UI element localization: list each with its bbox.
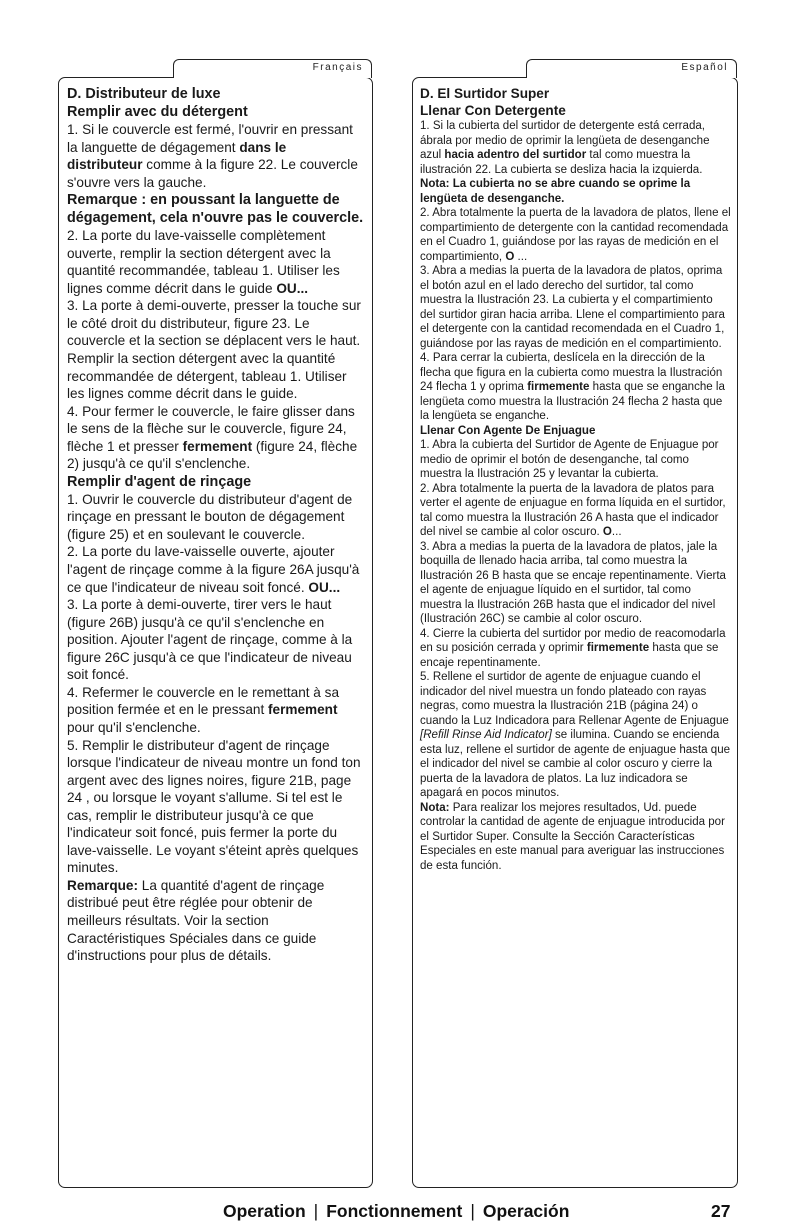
fr-note-2: Remarque: La quantité d'agent de rinçage distribué peut être réglée pour obtenir de meilleurs résultats. Voir la section Caractéristiques Spéciales dans ce guide d'instructions pour plus de détails. [67, 877, 325, 964]
fr-heading-detergent: Remplir avec du détergent [67, 104, 248, 120]
footer-separator: | [313, 1201, 319, 1221]
footer-operacion: Operación [482, 1201, 570, 1221]
footer-fonctionnement: Fonctionnement [326, 1201, 463, 1221]
french-column [58, 77, 373, 1188]
es-section-title: D. El Surtidor Super [420, 86, 550, 101]
fr-step-3: 3. La porte à demi-ouverte, presser la touche sur le côté droit du distributeur, figure 23. Le couvercle et la section se déplacent vers le haut. Remplir la section détergent avec la quantité recommandée de détergent, tableau 1. Utiliser les lignes comme décrit dans le guide. [67, 298, 361, 402]
fr-rinse-step-2: 2. La porte du lave-vaisselle ouverte, ajouter l'agent de rinçage comme à la figure 26A jusqu'à ce que l'indicateur de niveau soit foncé. OU... [67, 544, 360, 595]
language-tab-spanish: Español [526, 59, 737, 78]
fr-rinse-step-3: 3. La porte à demi-ouverte, tirer vers le haut (figure 26B) jusqu'à ce qu'il s'enclenche en position. Ajouter l'agent de rinçage, comme à la figure 26C jusqu'à ce que l'indicateur de niveau soit foncé. [67, 597, 353, 683]
es-rinse-step-4: 4. Cierre la cubierta del surtidor por medio de reacomodarla en su posición cerrada y oprimir firmemente hasta que se encaje repentinamente. [420, 627, 726, 669]
es-rinse-step-3: 3. Abra a medias la puerta de la lavadora de platos, jale la boquilla de llenado hacia arriba, tal como muestra la Ilustración 26 B hasta que se encaje repentinamente. Vierta el agente de enjuague líquido en el surtidor, tal como muestra la Ilustración 26B hasta que el indicador del nivel (Ilustración 26C) se cambie al color oscuro. [420, 540, 726, 625]
fr-note-1: Remarque : en poussant la languette de dégagement, cela n'ouvre pas le couvercle. [67, 192, 364, 227]
page-number: 27 [711, 1201, 731, 1221]
fr-step-4: 4. Pour fermer le couvercle, le faire glisser dans le sens de la flèche sur le couvercle, figure 24, flèche 1 et presser fermement (figure 24, flèche 2) jusqu'à ce qu'il s'enclenche. [67, 403, 358, 472]
es-step-1: 1. Si la cubierta del surtidor de detergente está cerrada, ábrala por medio de oprimir la lengüeta de desenganche azul hacia adentro del surtidor tal como muestra la ilustración 22. La cubierta se desliza hacia la izquierda. Nota: La cubierta no se abre cuando se oprime la lengüeta de desenganche. [420, 120, 710, 205]
es-rinse-step-1: 1. Abra la cubierta del Surtidor de Agente de Enjuague por medio de oprimir el botón de desenganche, tal como muestra la Ilustración 25 y levantar la cubierta. [420, 439, 719, 480]
fr-rinse-step-4: 4. Refermer le couvercle en le remettant à sa position fermée et en le pressant fermement pour qu'il s'enclenche. [67, 684, 340, 735]
es-step-3: 3. Abra a medias la puerta de la lavadora de platos, oprima el botón azul en el lado derecho del surtidor, tal como muestra la Ilustración 23. La cubierta y el compartimiento del surtidor giran hacia arriba. Llene el compartimiento para el detergente con la cantidad recomendada en el Cuadro 1, guiándose por las rayas de medición en el compartimiento. [420, 265, 725, 350]
language-tab-french: Français [173, 59, 372, 78]
fr-rinse-step-5: 5. Remplir le distributeur d'agent de rinçage lorsque l'indicateur de niveau montre un fond ton argent avec des lignes noires, figure 21B, page 24 , ou lorsque le voyant s'allume. Si tel est le cas, remplir le distributeur jusqu'à ce que l'indicateur soit foncé, puis fermer la porte du lave-vaisselle. Le voyant s'éteint après quelques minutes. [67, 737, 361, 876]
es-heading-detergent: Llenar Con Detergente [420, 103, 566, 118]
footer-operation: Operation [223, 1201, 306, 1221]
fr-rinse-step-1: 1. Ouvrir le couvercle du distributeur d'agent de rinçage en pressant le bouton de dégagement (figure 25) et en soulevant le couvercle. [67, 491, 353, 542]
footer-separator: | [470, 1201, 475, 1221]
es-rinse-step-5: 5. Rellene el surtidor de agente de enjuague cuando el indicador del nivel muestra un fondo plateado con rayas negras, como muestra la Ilustración 21B (página 24) o cuando la Luz Indicadora para Rellenar Agente de Enjuague [Refill Rinse Aid Indicator] se ilumina. Cuando se encienda esta luz, rellene el surtidor de agente de enjuague hasta que el indicador del nivel se cambie al color oscuro y cierre la puerta de la lavadora de platos. La luz indicadora se apagará en pocos minutos. [420, 671, 731, 799]
es-step-2: 2. Abra totalmente la puerta de la lavadora de platos, llene el compartimiento de detergente con la cantidad recomendada en el Cuadro 1, guiándose por las rayas de medición en el compartimiento, O ... [420, 207, 731, 263]
es-heading-rinse: Llenar Con Agente De Enjuague [420, 424, 596, 437]
footer-section-title [223, 1201, 569, 1225]
es-step-4: 4. Para cerrar la cubierta, deslícela en la dirección de la flecha que figura en la cubierta como muestra la Ilustración 24 flecha 1 y oprima firmemente hasta que se enganche la lengüeta como muestra la Ilustración 24 flecha 2 hasta que la lengüeta se enganche. [420, 352, 725, 422]
es-rinse-step-2: 2. Abra totalmente la puerta de la lavadora de platos para verter el agente de enjuague en forma líquida en el surtidor, tal como muestra la Ilustración 26 A hasta que el indicador del nivel se cambie al color oscuro. O... [420, 482, 726, 538]
fr-heading-rinse: Remplir d'agent de rinçage [67, 473, 252, 490]
spanish-column [412, 77, 738, 1188]
es-note: Nota: Para realizar los mejores resultados, Ud. puede controlar la cantidad de agente de enjuague introducida por el Surtidor Super. Consulte la Sección Características Especiales en este manual para averiguar las instrucciones de esta función. [420, 801, 725, 872]
fr-step-2: 2. La porte du lave-vaisselle complètement ouverte, remplir la section détergent avec la quantité recommandée, tableau 1. Utiliser les lignes comme décrit dans le guide OU... [67, 228, 340, 296]
fr-step-1: 1. Si le couvercle est fermé, l'ouvrir en pressant la languette de dégagement dans le distributeur comme à la figure 22. Le couvercle s'ouvre vers la gauche. [67, 122, 358, 190]
fr-section-title: D. Distributeur de luxe [67, 86, 221, 102]
